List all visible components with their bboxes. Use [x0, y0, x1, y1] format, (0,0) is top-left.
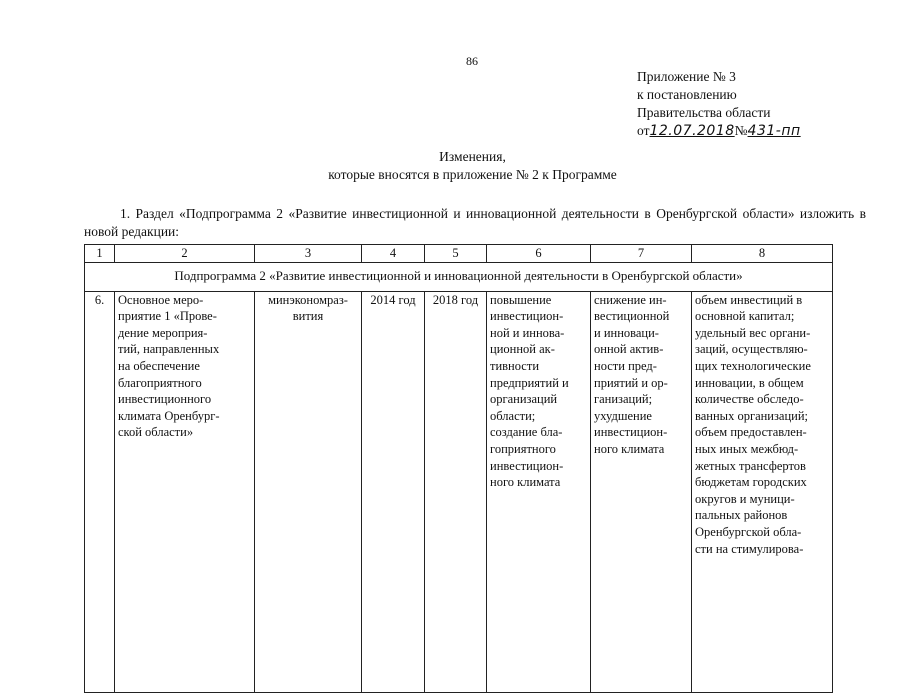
intro-paragraph — [84, 205, 866, 241]
page-number: 86 — [466, 54, 478, 68]
col-num-1: 1 — [85, 245, 115, 263]
col-num-8: 8 — [692, 245, 833, 263]
appendix-line-2: к постановлению — [637, 87, 737, 102]
col-num-7: 7 — [591, 245, 692, 263]
col-num-2: 2 — [115, 245, 255, 263]
appendix-number: 431-пп — [747, 123, 801, 139]
indicators: объем инвестиций в основной капитал; удельный вес органи- заций, осуществляю- щих технологические инновации, в общем количестве обследо- ванных организаций; объем предоставлен- ных иных межбюд- жетных трансфертов бюджетам городских округов и муници- пальных районов Оренбургской обла- сти на стимулирова- — [692, 291, 833, 692]
event-name: Основное меро- приятие 1 «Прове- дение мероприя- тий, направленных на обеспечение благоприятного инвестиционного климата Оренбург- ской области» — [115, 291, 255, 692]
appendix-block — [637, 68, 801, 140]
expected-result: повышение инвестицион- ной и иннова- ционной ак- тивности предприятий и организаций области; создание бла- гоприятного инвестицион- ного климата — [487, 291, 591, 692]
consequences: снижение ин- вестиционной и инноваци- онной актив- ности пред- приятий и ор- ганизаций; ухудшение инвестицион- ного климата — [591, 291, 692, 692]
row-number: 6. — [85, 291, 115, 692]
appendix-number-sign: № — [734, 123, 748, 138]
col-num-4: 4 — [362, 245, 425, 263]
subprogram-title: Подпрограмма 2 «Развитие инвестиционной и инновационной деятельности в Оренбургской области» — [85, 262, 833, 291]
col-num-3: 3 — [255, 245, 362, 263]
appendix-from: от — [637, 123, 650, 138]
table-row — [85, 291, 833, 692]
end-year: 2018 год — [425, 291, 487, 692]
appendix-date-line — [637, 122, 801, 140]
subprogram-title-row — [85, 262, 833, 291]
document-heading — [0, 148, 905, 184]
start-year: 2014 год — [362, 291, 425, 692]
appendix-line-3: Правительства области — [637, 105, 771, 120]
col-num-5: 5 — [425, 245, 487, 263]
appendix-line-1: Приложение № 3 — [637, 69, 736, 84]
subprogram-table — [84, 244, 833, 693]
column-number-row — [85, 245, 833, 263]
appendix-date: 12.07.2018 — [649, 123, 735, 139]
heading-subtitle: которые вносятся в приложение № 2 к Программе — [328, 167, 617, 182]
intro-text: 1. Раздел «Подпрограмма 2 «Развитие инвестиционной и инновационной деятельности в Оренбургской области» изложить в новой редакции: — [84, 206, 866, 239]
col-num-6: 6 — [487, 245, 591, 263]
executor: минэкономраз- вития — [255, 291, 362, 692]
heading-title: Изменения, — [439, 149, 506, 164]
